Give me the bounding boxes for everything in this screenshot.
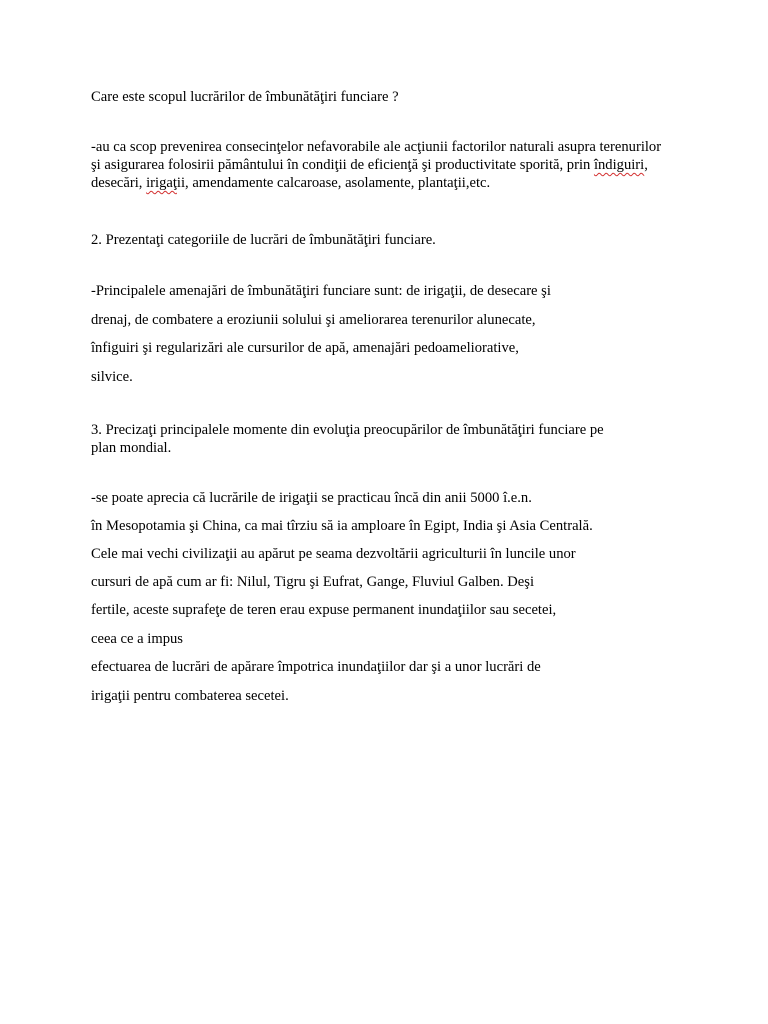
question-3-answer-line: -se poate aprecia că lucrările de irigaţii se practicau încă din anii 5000 î.e.n. [91,490,532,506]
question-3-answer-line: cursuri de apă cum ar fi: Nilul, Tigru şi Eufrat, Gange, Fluviul Galben. Deşi [91,574,534,590]
answer-text: ii, amendamente calcaroase, asolamente, plantaţii,etc. [176,175,491,191]
question-3-answer-line: irigaţii pentru combaterea secetei. [91,688,289,704]
question-3-answer-line: ceea ce a impus [91,631,183,647]
question-2-answer-line: înfiguiri şi regularizări ale cursurilor de apă, amenajări pedoameliorative, [91,340,519,356]
answer-text: , [644,157,648,173]
answer-text: şi asigurarea folosirii pământului în condiţii de eficienţă şi productivitate sporită, prin [91,157,594,173]
question-3-answer-line: în Mesopotamia şi China, ca mai tîrziu să ia amploare în Egipt, India şi Asia Centrală. [91,518,593,534]
question-3-answer-line: efectuarea de lucrări de apărare împotrica inundaţiilor dar şi a unor lucrări de [91,659,541,675]
question-3-answer-line: fertile, aceste suprafeţe de teren erau expuse permanent inundaţiilor sau secetei, [91,602,557,618]
answer-text: desecări, [91,175,147,191]
question-2-answer-line: -Principalele amenajări de îmbunătăţiri funciare sunt: de irigaţii, de desecare şi [91,283,551,299]
question-1-answer-line: -au ca scop prevenirea consecinţelor nefavorabile ale acţiunii factorilor naturali asupra terenurilor [91,139,662,155]
question-1-answer-line [91,156,648,174]
question-2-answer-line: drenaj, de combatere a eroziunii solului şi ameliorarea terenurilor alunecate, [91,312,536,328]
question-1-title: Care este scopul lucrărilor de îmbunătăţiri funciare ? [91,89,399,105]
question-2-answer-line: silvice. [91,369,133,385]
question-3-title: plan mondial. [91,440,172,456]
question-3-answer-line: Cele mai vechi civilizaţii au apărut pe seama dezvoltării agriculturii în luncile unor [91,546,576,562]
spellcheck-word[interactable]: îndiguiri [593,157,645,173]
question-1-answer-line [91,174,490,192]
question-3-title: 3. Precizaţi principalele momente din evoluţia preocupărilor de îmbunătăţiri funciare pe [91,422,604,438]
spellcheck-word[interactable]: irigaţ [146,175,177,191]
question-2-title: 2. Prezentaţi categoriile de lucrări de îmbunătăţiri funciare. [91,232,436,248]
